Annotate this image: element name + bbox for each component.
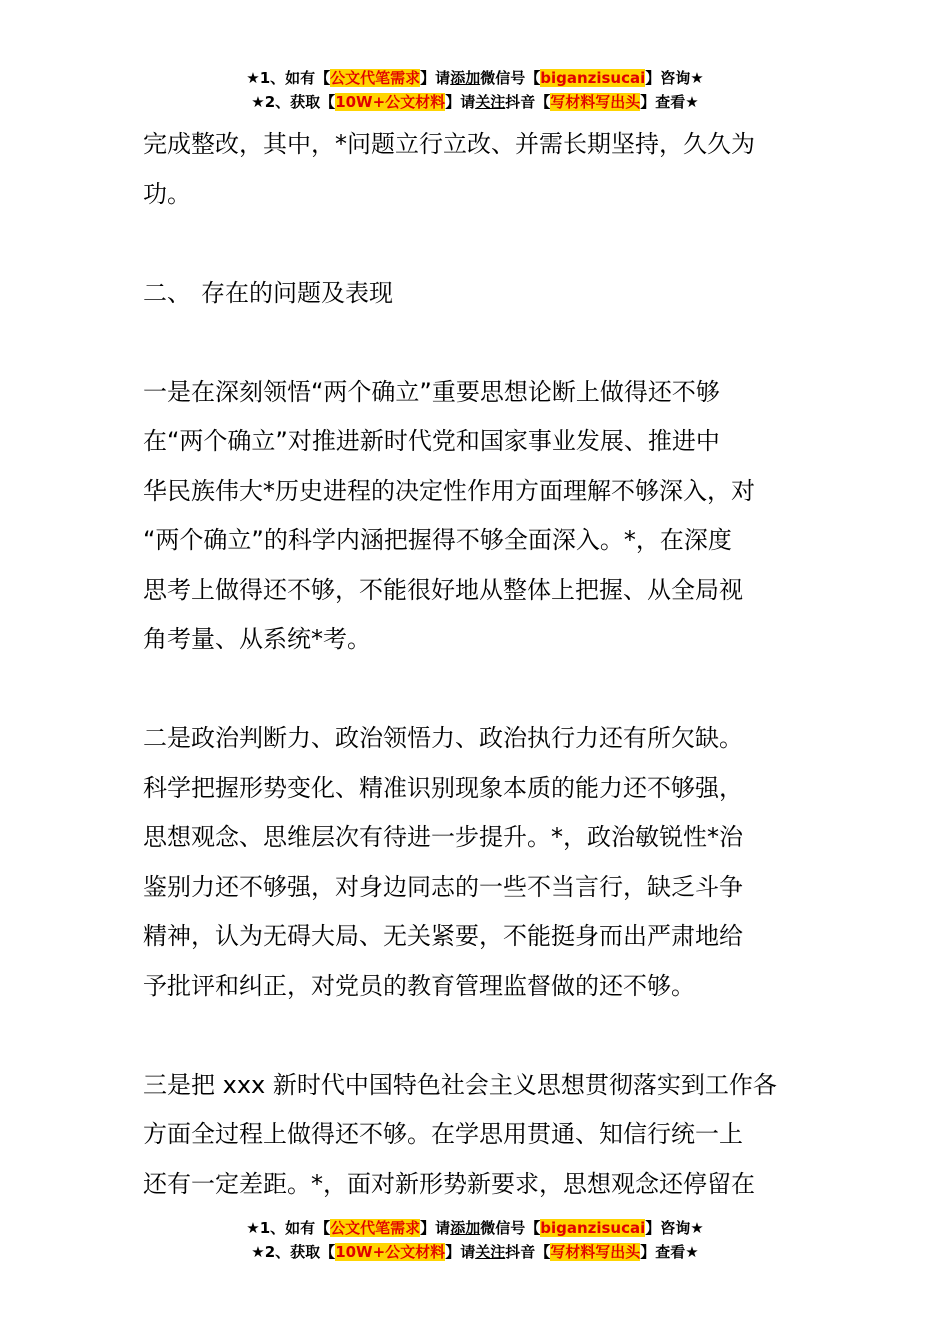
promo-text: 】请 (420, 1219, 451, 1237)
promo-text: ★2、获取【 (251, 1243, 336, 1261)
promo-emphasis: 添加 (450, 69, 481, 87)
promo-text: 微信号【 (480, 69, 541, 87)
promo-text: 抖音【 (505, 1243, 551, 1261)
promo-text: 抖音【 (505, 93, 551, 111)
promo-highlight: 公文代笔需求 (330, 1219, 421, 1237)
promo-text: 】咨询★ (645, 1219, 704, 1237)
text-line: 思想观念、思维层次有待进一步提升。*，政治敏锐性*治 (143, 823, 743, 851)
promo-emphasis: 关注 (475, 93, 506, 111)
document-body (143, 120, 808, 1209)
text-line: 方面全过程上做得还不够。在学思用贯通、知信行统一上 (143, 1120, 743, 1148)
promo-highlight: 写材料写出头 (550, 93, 641, 111)
promo-text: ★2、获取【 (251, 93, 336, 111)
paragraph-2 (143, 714, 808, 1011)
paragraph-1 (143, 368, 808, 665)
paragraph-3 (143, 1061, 808, 1210)
intro-paragraph (143, 120, 808, 219)
promo-text: 】请 (445, 93, 476, 111)
promo-line-2 (0, 1240, 950, 1264)
text-line: 思考上做得还不够，不能很好地从整体上把握、从全局视 (143, 575, 743, 604)
section-title: 存在的问题及表现 (201, 278, 393, 307)
text-line: 完成整改，其中，*问题立行立改、并需长期坚持，久久为 (143, 130, 755, 158)
promo-highlight: 写材料写出头 (550, 1243, 641, 1261)
promo-highlight: biganzisucai (540, 69, 646, 87)
section-heading (143, 269, 808, 319)
text-line: 精神，认为无碍大局、无关紧要，不能挺身而出严肃地给 (143, 922, 743, 950)
promo-text: 】请 (420, 69, 451, 87)
text-line: 一是在深刻领悟“两个确立”重要思想论断上做得还不够 (143, 377, 720, 406)
text-line: 二是政治判断力、政治领悟力、政治执行力还有所欠缺。 (143, 724, 743, 752)
promo-text: 微信号【 (480, 1219, 541, 1237)
text-line: 功。 (143, 179, 191, 208)
promo-text: 】查看★ (640, 1243, 699, 1261)
promo-emphasis: 添加 (450, 1219, 481, 1237)
promo-text: 】咨询★ (645, 69, 704, 87)
promo-text: ★1、如有【 (246, 1219, 331, 1237)
text-line: 科学把握形势变化、精准识别现象本质的能力还不够强， (143, 773, 743, 802)
promo-emphasis: 关注 (475, 1243, 506, 1261)
text-line: 在“两个确立”对推进新时代党和国家事业发展、推进中 (143, 427, 720, 455)
promo-text: 】查看★ (640, 93, 699, 111)
text-line: 角考量、从系统*考。 (143, 625, 371, 653)
header-promo-banner (0, 66, 950, 114)
promo-text: 】请 (445, 1243, 476, 1261)
section-number: 二、 (143, 278, 191, 307)
text-line: 予批评和纠正，对党员的教育管理监督做的还不够。 (143, 971, 695, 1000)
promo-text: ★1、如有【 (246, 69, 331, 87)
footer-promo-banner (0, 1216, 950, 1264)
text-line: 鉴别力还不够强，对身边同志的一些不当言行，缺乏斗争 (143, 872, 743, 901)
text-line: 华民族伟大*历史进程的决定性作用方面理解不够深入，对 (143, 476, 755, 505)
promo-line-1 (0, 1216, 950, 1240)
promo-highlight: 10W+公文材料 (335, 1243, 446, 1261)
promo-line-1 (0, 66, 950, 90)
text-line: 三是把 xxx 新时代中国特色社会主义思想贯彻落实到工作各 (143, 1070, 777, 1099)
text-line: “两个确立”的科学内涵把握得不够全面深入。*，在深度 (143, 526, 732, 554)
promo-highlight: 10W+公文材料 (335, 93, 446, 111)
promo-highlight: biganzisucai (540, 1219, 646, 1237)
promo-line-2 (0, 90, 950, 114)
text-line: 还有一定差距。*，面对新形势新要求，思想观念还停留在 (143, 1169, 755, 1198)
promo-highlight: 公文代笔需求 (330, 69, 421, 87)
